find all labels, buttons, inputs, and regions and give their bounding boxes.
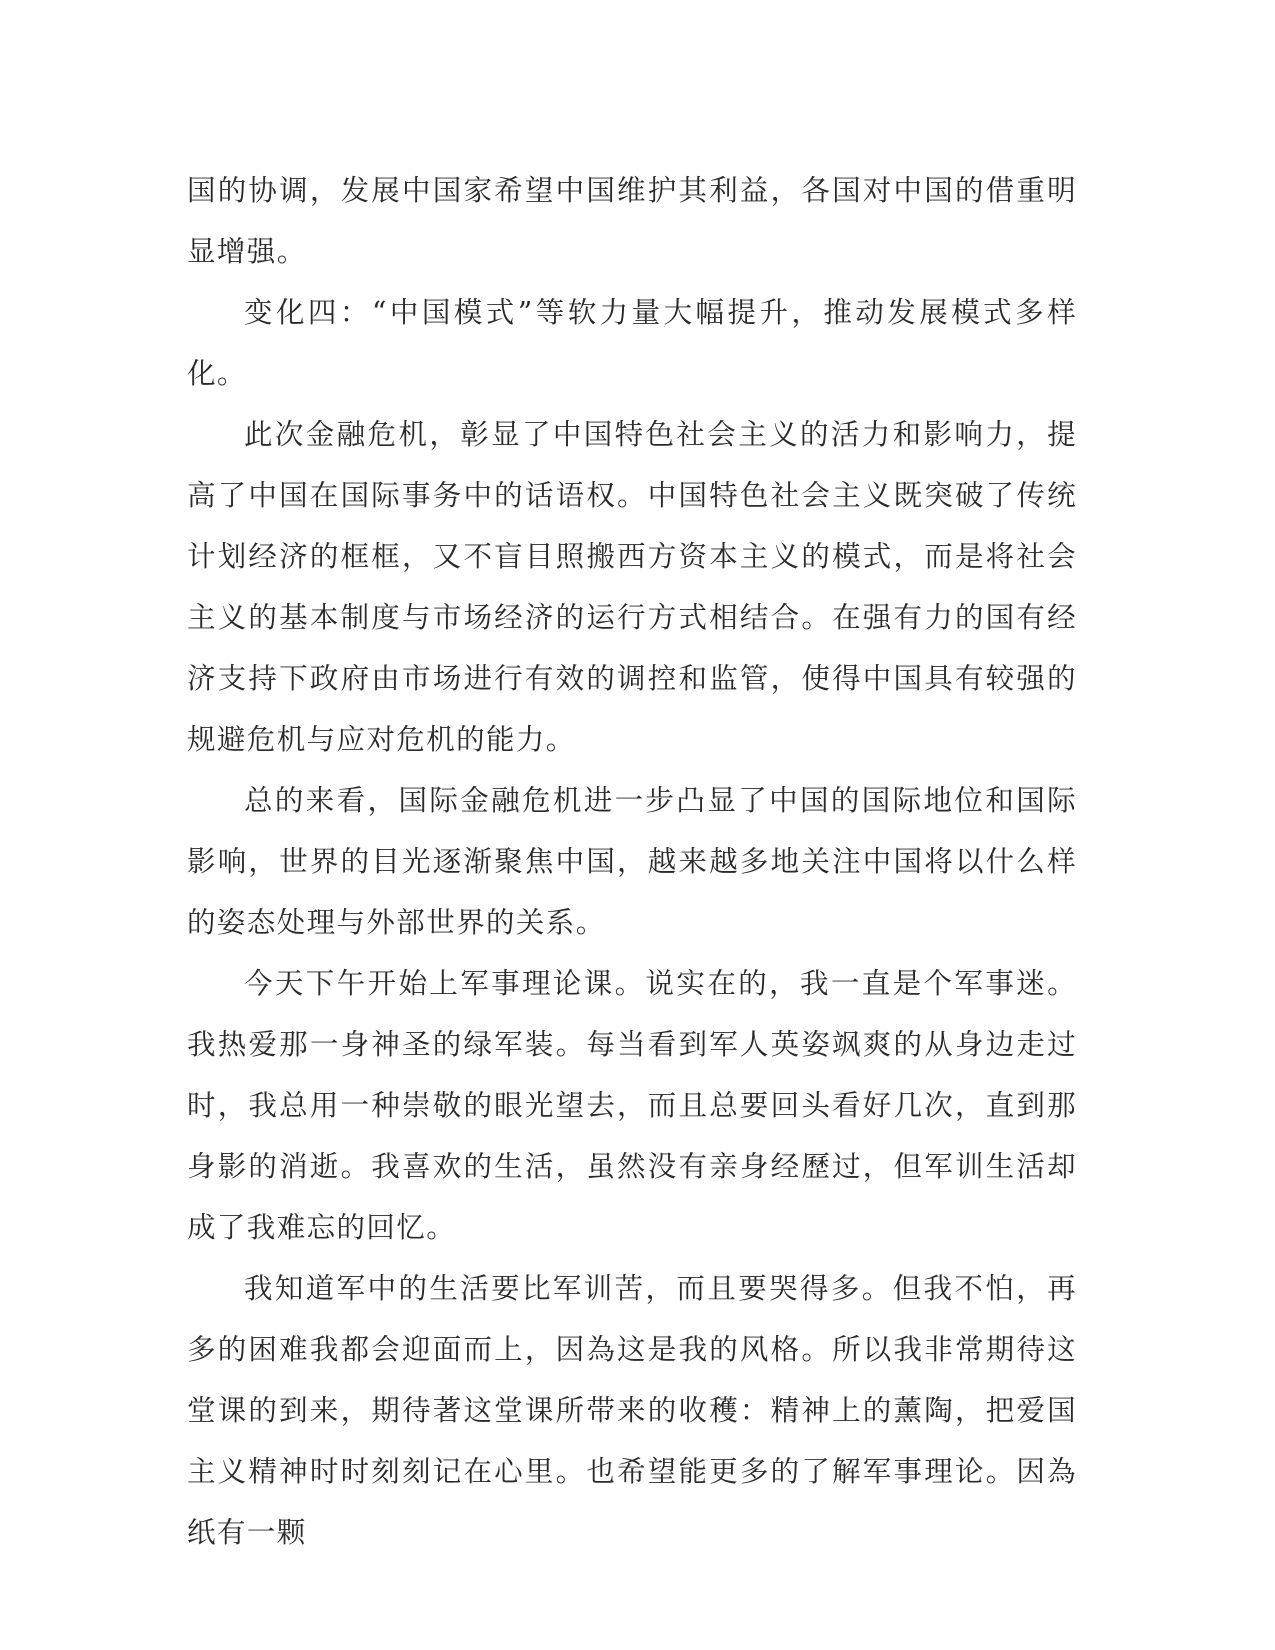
paragraph-military-class: 今天下午开始上军事理论课。说实在的，我一直是个军事迷。我热爱那一身神圣的绿军装。每当看到军人英姿飒爽的从身边走过时，我总用一种崇敬的眼光望去，而且总要回头看好几次，直到那身影的消逝。我喜欢的生活，虽然没有亲身经歷过，但军训生活却成了我难忘的回忆。 xyxy=(187,967,1077,1244)
paragraph-military-life: 我知道军中的生活要比军训苦，而且要哭得多。但我不怕，再多的困难我都会迎面而上，因為这是我的风格。所以我非常期待这堂课的到来，期待著这堂课所带来的收穫：精神上的薰陶，把爱国主义精神时时刻刻记在心里。也希望能更多的了解军事理论。因為纸有一颗 xyxy=(187,1272,1077,1549)
body-text xyxy=(187,160,1077,1563)
paragraph-continuation: 国的协调，发展中国家希望中国维护其利益，各国对中国的借重明显增强。 xyxy=(187,174,1077,268)
paragraph-financial-crisis: 此次金融危机，彰显了中国特色社会主义的活力和影响力，提高了中国在国际事务中的话语权。中国特色社会主义既突破了传统计划经济的框框，又不盲目照搬西方资本主义的模式，而是将社会主义的基本制度与市场经济的运行方式相结合。在强有力的国有经济支持下政府由市场进行有效的调控和监管，使得中国具有较强的规避危机与应对危机的能力。 xyxy=(187,418,1077,756)
paragraph-summary: 总的来看，国际金融危机进一步凸显了中国的国际地位和国际影响，世界的目光逐渐聚焦中国，越来越多地关注中国将以什么样的姿态处理与外部世界的关系。 xyxy=(187,784,1077,939)
paragraph-heading-change-four: 变化四：“中国模式”等软力量大幅提升，推动发展模式多样化。 xyxy=(187,296,1077,390)
